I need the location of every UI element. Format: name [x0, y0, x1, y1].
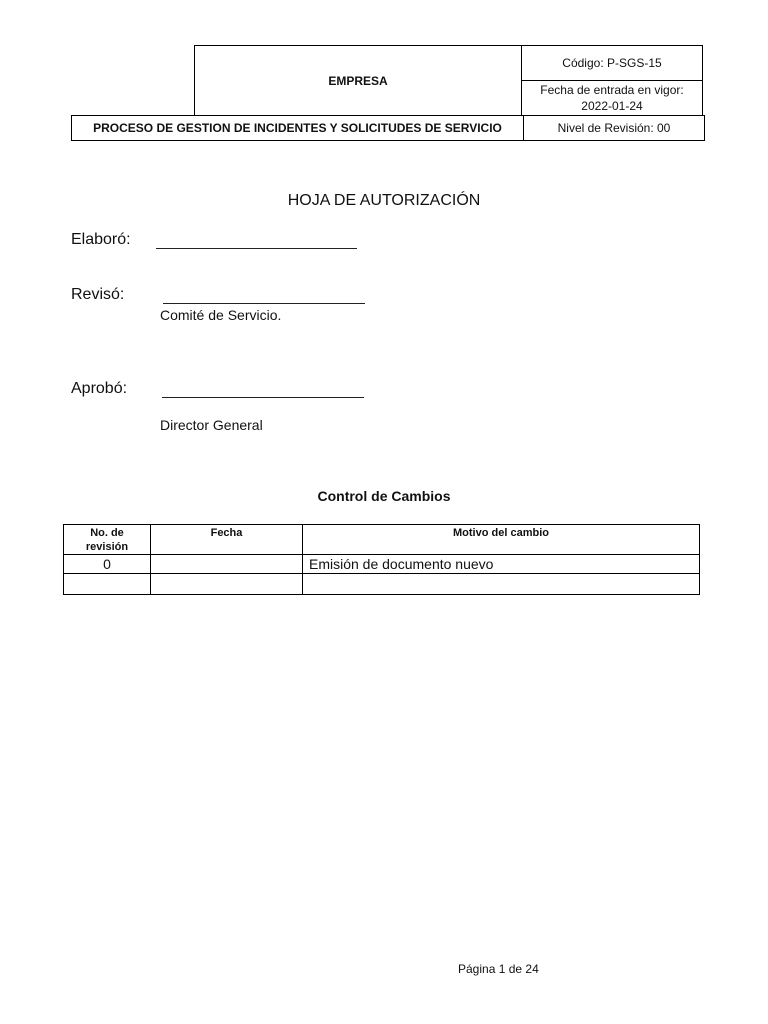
reviewed-label: Revisó: — [71, 286, 125, 303]
changes-table — [63, 524, 700, 595]
table-row — [64, 574, 700, 595]
cell-revision — [64, 574, 151, 595]
cell-date — [151, 574, 303, 595]
document-code: Código: P-SGS-15 — [522, 46, 702, 81]
table-row — [64, 555, 700, 574]
col-revision: No. de revisión — [64, 525, 151, 555]
effective-date-value: 2022-01-24 — [581, 99, 643, 113]
effective-date-label: Fecha de entrada en vigor: — [540, 83, 684, 97]
cell-reason: Emisión de documento nuevo — [303, 555, 700, 574]
reviewed-by: Comité de Servicio. — [160, 307, 282, 323]
approved-label: Aprobó: — [71, 380, 128, 397]
page-title: HOJA DE AUTORIZACIÓN — [287, 192, 481, 209]
process-name: PROCESO DE GESTION DE INCIDENTES Y SOLICITUDES DE SERVICIO — [72, 116, 524, 140]
effective-date — [522, 81, 702, 115]
cell-date — [151, 555, 303, 574]
approved-by: Director General — [160, 417, 263, 433]
page-number: Página 1 de 24 — [458, 962, 539, 976]
header-top — [194, 45, 703, 116]
table-header-row — [64, 525, 700, 555]
company-name: EMPRESA — [195, 46, 522, 115]
revision-level: Nivel de Revisión: 00 — [557, 121, 671, 135]
changes-title: Control de Cambios — [317, 488, 451, 504]
col-reason: Motivo del cambio — [303, 525, 700, 555]
prepared-label: Elaboró: — [71, 231, 131, 248]
approved-signature-line — [162, 397, 364, 398]
reviewed-signature-line — [163, 303, 365, 304]
col-date: Fecha — [151, 525, 303, 555]
prepared-signature-line — [156, 248, 357, 249]
cell-revision: 0 — [64, 555, 151, 574]
header-meta — [522, 46, 702, 115]
cell-reason — [303, 574, 700, 595]
header-bottom — [71, 115, 705, 141]
